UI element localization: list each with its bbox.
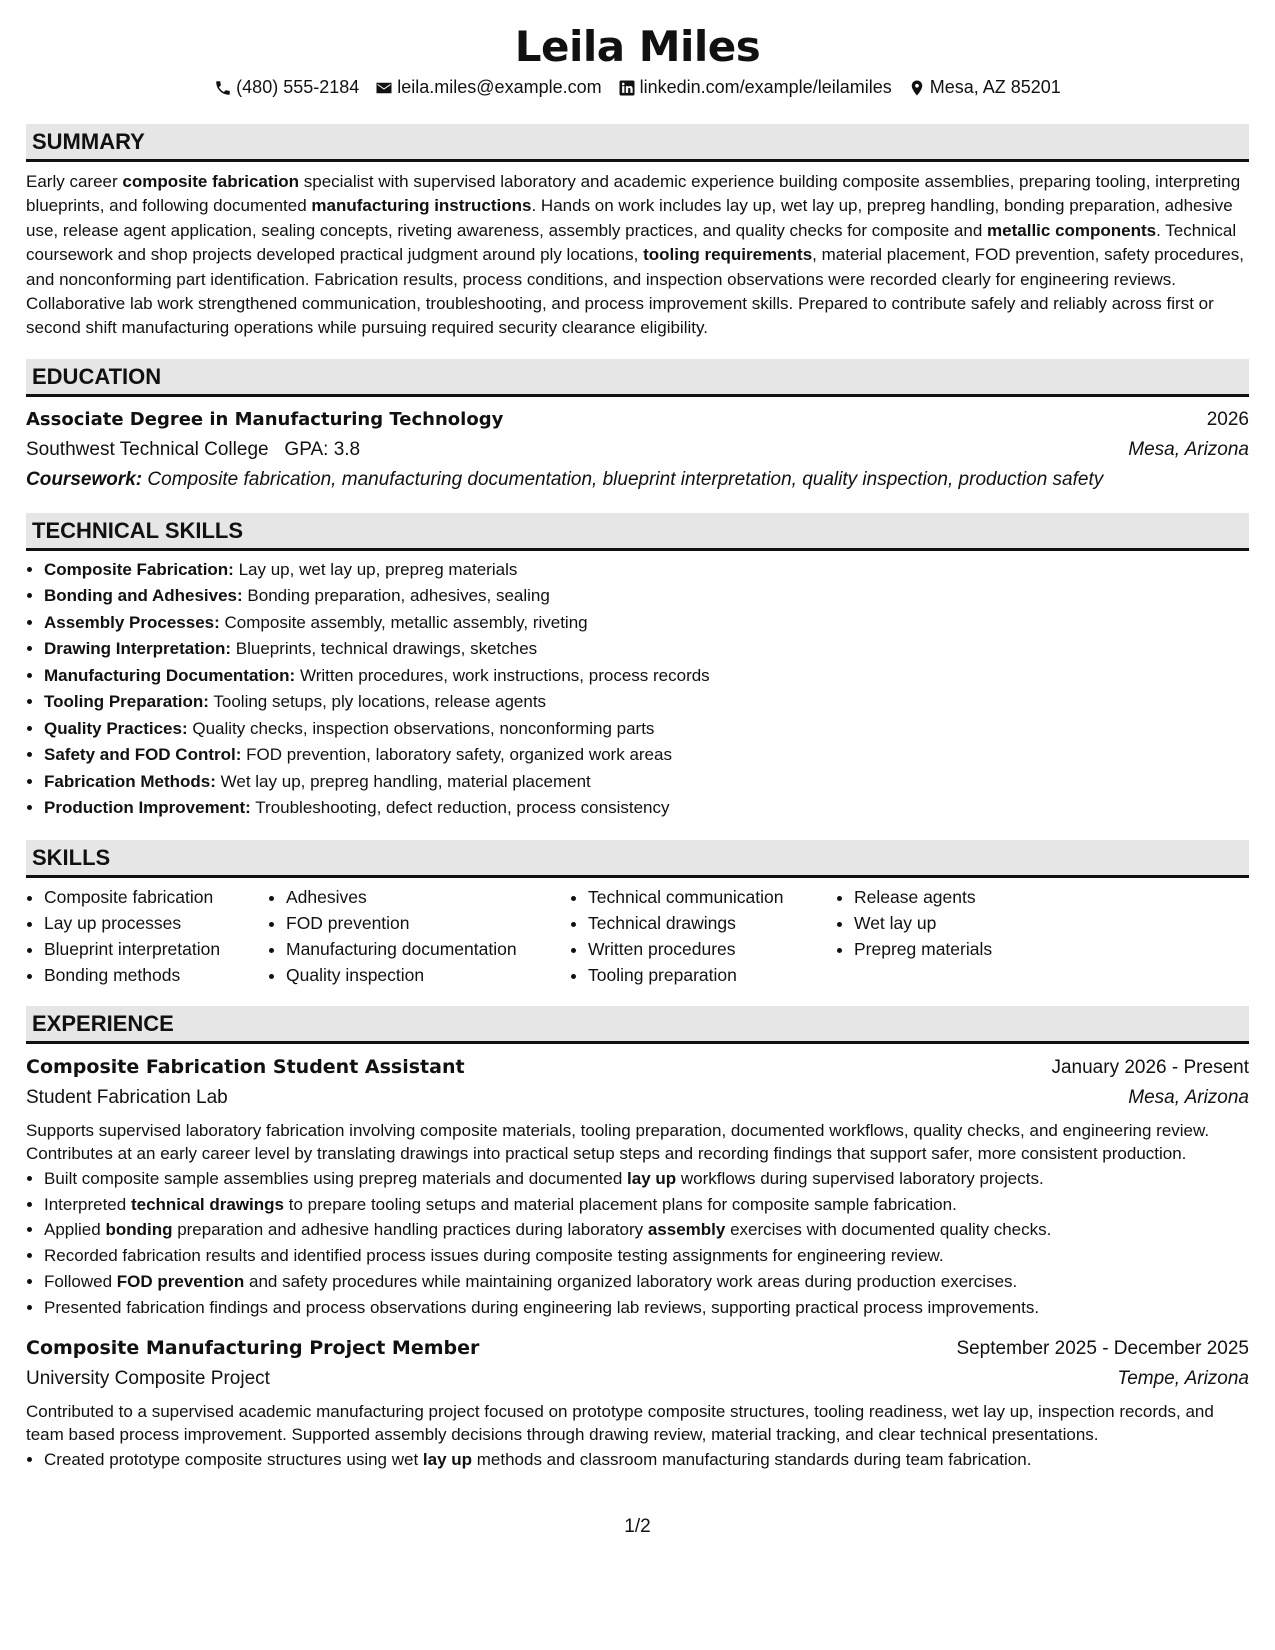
- text-segment: Followed: [44, 1272, 117, 1292]
- phone-icon: [214, 79, 232, 97]
- graduation-year: 2026: [1206, 408, 1249, 430]
- email-icon: [375, 79, 393, 97]
- text-segment: Applied: [44, 1220, 106, 1240]
- job-title: Composite Fabrication Student Assistant: [26, 1055, 465, 1078]
- skill-text: Tooling setups, ply locations, release agents: [213, 692, 547, 712]
- list-item: [44, 742, 1249, 769]
- list-item: [44, 1295, 1249, 1321]
- coursework-label: Coursework:: [26, 468, 143, 490]
- list-item: • Adhesives: [286, 884, 570, 910]
- list-item: • Release agents: [854, 884, 1054, 910]
- list-item: • Lay up processes: [44, 910, 268, 936]
- job-title: Composite Manufacturing Project Member: [26, 1336, 480, 1359]
- emphasis-text: assembly: [647, 1220, 726, 1240]
- job-description: Contributed to a supervised academic manufacturing project focused on prototype composite structures, tooling readiness, wet lay up, inspection records, and team based process improvement. Supported assembly decisions through drawing review, material tracking, and clear technical presentations.: [26, 1401, 1214, 1445]
- contact-bar: [26, 77, 1249, 98]
- text-segment: Presented fabrication findings and process observations during engineering lab reviews, supporting practical process improvements.: [44, 1297, 1040, 1317]
- emphasis-text: technical drawings: [130, 1194, 284, 1214]
- emphasis-text: bonding: [105, 1220, 173, 1240]
- phone-text: (480) 555-2184: [236, 77, 360, 97]
- text-segment: workflows during supervised laboratory projects.: [676, 1168, 1044, 1188]
- emphasis-text: tooling requirements: [643, 245, 813, 265]
- email-text: leila.miles@example.com: [397, 77, 602, 97]
- technical-skills-list: [26, 557, 1249, 822]
- skill-text: Bonding preparation, adhesives, sealing: [247, 586, 550, 606]
- skill-text: Wet lay up, prepreg handling, material placement: [220, 771, 591, 791]
- skill-text: Lay up, wet lay up, prepreg materials: [238, 559, 518, 579]
- coursework-line: [26, 465, 1249, 495]
- linkedin-icon: [618, 79, 636, 97]
- skill-label: Quality Practices:: [44, 718, 188, 738]
- job-description: Supports supervised laboratory fabrication involving composite materials, tooling preparation, documented workflows, quality checks, and engineering review. Contributes at an early career level by translating drawings into practical setup steps and recording findings that support safer, more consistent production.: [26, 1120, 1210, 1164]
- skills-column: [26, 884, 268, 988]
- job-dates: January 2026 - Present: [1051, 1056, 1249, 1078]
- skill-label: Assembly Processes:: [44, 612, 220, 632]
- text-segment: Interpreted: [44, 1194, 131, 1214]
- list-item: • FOD prevention: [286, 910, 570, 936]
- text-segment: Built composite sample assemblies using prepreg materials and documented: [44, 1168, 628, 1188]
- gpa: GPA: 3.8: [284, 438, 361, 460]
- education-entry: [26, 405, 1249, 495]
- skill-label: Drawing Interpretation:: [44, 639, 232, 659]
- list-item: • Blueprint interpretation: [44, 936, 268, 962]
- emphasis-text: composite fabrication: [122, 172, 300, 191]
- text-segment: preparation and adhesive handling practices during laboratory: [172, 1220, 648, 1240]
- summary-text: [26, 170, 1249, 341]
- list-item: • Quality inspection: [286, 962, 570, 988]
- text-segment: Early career: [26, 172, 123, 191]
- job-org: University Composite Project: [26, 1367, 270, 1389]
- text-segment: Recorded fabrication results and identified process issues during composite testing assignments for engineering review.: [44, 1246, 944, 1266]
- text-segment: Created prototype composite structures using wet: [44, 1449, 423, 1469]
- job-location: Tempe, Arizona: [1117, 1367, 1249, 1389]
- list-item: [44, 1447, 1249, 1473]
- contact-phone[interactable]: [214, 77, 359, 98]
- list-item: [44, 1192, 1249, 1218]
- list-item: [44, 795, 1249, 822]
- skill-text: Troubleshooting, defect reduction, process consistency: [255, 798, 670, 818]
- list-item: • Wet lay up: [854, 910, 1054, 936]
- school-name: Southwest Technical College: [26, 438, 269, 460]
- text-segment: and safety procedures while maintaining organized laboratory work areas during production exercises.: [244, 1272, 1018, 1292]
- skill-label: Fabrication Methods:: [44, 771, 216, 791]
- skill-label: Bonding and Adhesives:: [44, 586, 243, 606]
- list-item: [44, 583, 1249, 610]
- list-item: [44, 689, 1249, 716]
- emphasis-text: manufacturing instructions: [311, 196, 532, 216]
- list-item: [44, 1269, 1249, 1295]
- contact-email[interactable]: [375, 77, 601, 98]
- school-line: [26, 435, 360, 465]
- skill-label: Safety and FOD Control:: [44, 745, 242, 765]
- skill-label: Manufacturing Documentation:: [44, 665, 296, 685]
- text-segment: to prepare tooling setups and material placement plans for composite sample fabrication.: [284, 1194, 957, 1214]
- text-segment: specialist with supervised laboratory and academic experience building composite assemblies, preparing tooling, interpreting blueprints, and following documented: [26, 172, 1241, 216]
- skill-label: Composite Fabrication:: [44, 559, 234, 579]
- text-segment: , material placement, FOD prevention, safety procedures, and nonconforming part identification. Fabrication results, process conditions, and inspection observations were recorded clearly for engineering reviews. Collaborative lab work strengthened communication, troubleshooting, and process improvement skills. Prepared to contribute safely and reliably across first or second shift manufacturing operations while pursuing required security clearance eligibility.: [26, 245, 1244, 338]
- list-item: • Prepreg materials: [854, 936, 1054, 962]
- list-item: [44, 1217, 1249, 1243]
- candidate-name: Leila Miles: [514, 22, 761, 71]
- skills-column: [268, 884, 570, 988]
- skill-text: Blueprints, technical drawings, sketches: [235, 639, 538, 659]
- degree-title: Associate Degree in Manufacturing Technology: [26, 408, 504, 430]
- emphasis-text: lay up: [422, 1449, 473, 1469]
- resume-page: [26, 0, 1249, 1537]
- list-item: [44, 1243, 1249, 1269]
- list-item: [44, 663, 1249, 690]
- technical-skills-heading: TECHNICAL SKILLS: [26, 513, 1249, 551]
- list-item: [44, 610, 1249, 637]
- skill-label: Production Improvement:: [44, 798, 251, 818]
- contact-linkedin[interactable]: [618, 77, 892, 98]
- location-pin-icon: [908, 79, 926, 97]
- list-item: [44, 716, 1249, 743]
- text-segment: . Technical coursework and shop projects developed practical judgment around ply locations,: [26, 220, 1237, 265]
- text-segment: methods and classroom manufacturing standards during team fabrication.: [472, 1449, 1032, 1469]
- list-item: • Composite fabrication: [44, 884, 268, 910]
- school-location: Mesa, Arizona: [1128, 438, 1249, 460]
- skill-text: Quality checks, inspection observations, nonconforming parts: [192, 718, 655, 738]
- experience-heading: EXPERIENCE: [26, 1006, 1249, 1044]
- text-segment: exercises with documented quality checks.: [725, 1220, 1052, 1240]
- list-item: [44, 1166, 1249, 1192]
- emphasis-text: FOD prevention: [116, 1272, 245, 1292]
- list-item: • Bonding methods: [44, 962, 268, 988]
- job-org: Student Fabrication Lab: [26, 1086, 228, 1108]
- coursework-text: Composite fabrication, manufacturing documentation, blueprint interpretation, quality inspection, production safety: [147, 468, 1104, 490]
- list-item: • Manufacturing documentation: [286, 936, 570, 962]
- list-item: • Tooling preparation: [588, 962, 836, 988]
- page-number: 1/2: [624, 1516, 651, 1537]
- skills-grid: [26, 884, 1249, 988]
- list-item: [44, 636, 1249, 663]
- summary-heading: SUMMARY: [26, 124, 1249, 162]
- job-bullets: [26, 1447, 1249, 1473]
- job-entry: [26, 1052, 1249, 1113]
- skills-column: [836, 884, 1054, 988]
- job-dates: September 2025 - December 2025: [956, 1337, 1249, 1359]
- job-bullets: [26, 1166, 1249, 1321]
- skill-text: FOD prevention, laboratory safety, organized work areas: [246, 745, 672, 765]
- text-segment: . Hands on work includes lay up, wet lay up, prepreg handling, bonding preparation, adhesive use, release agent application, sealing concepts, riveting awareness, assembly practices, and quality checks for composite and: [26, 196, 1233, 240]
- list-item: [44, 769, 1249, 796]
- skills-heading: SKILLS: [26, 840, 1249, 878]
- emphasis-text: metallic components: [987, 220, 1157, 240]
- skill-text: Written procedures, work instructions, process records: [299, 665, 710, 685]
- linkedin-text: linkedin.com/example/leilamiles: [639, 77, 892, 97]
- job-entry: [26, 1333, 1249, 1394]
- contact-location: [908, 77, 1061, 98]
- skills-column: [570, 884, 836, 988]
- job-location: Mesa, Arizona: [1128, 1086, 1249, 1108]
- emphasis-text: lay up: [627, 1168, 677, 1188]
- education-heading: EDUCATION: [26, 359, 1249, 397]
- list-item: [44, 557, 1249, 584]
- list-item: • Technical drawings: [588, 910, 836, 936]
- skill-text: Composite assembly, metallic assembly, riveting: [224, 612, 588, 632]
- skill-label: Tooling Preparation:: [44, 692, 209, 712]
- location-text: Mesa, AZ 85201: [929, 77, 1061, 97]
- list-item: • Written procedures: [588, 936, 836, 962]
- list-item: • Technical communication: [588, 884, 836, 910]
